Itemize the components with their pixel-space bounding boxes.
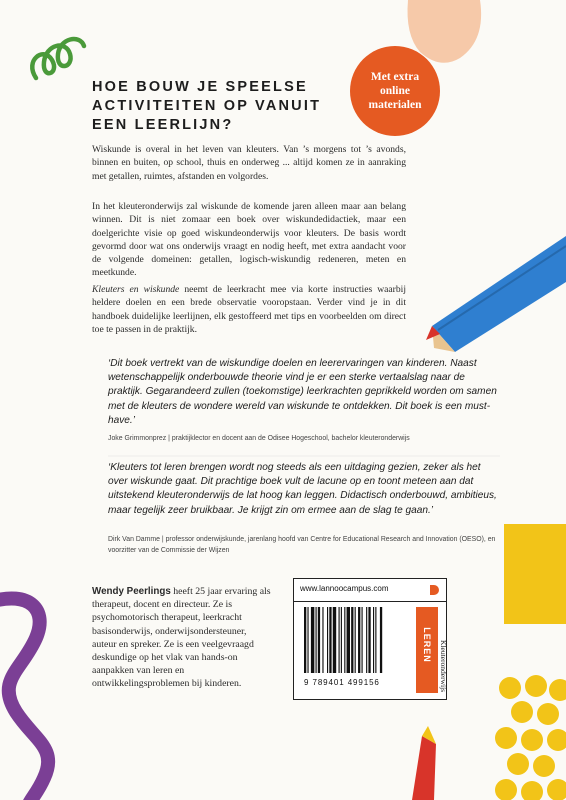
badge-line-1: Met extra [370, 71, 420, 83]
title-line-1: HOE BOUW JE SPEELSE [92, 79, 308, 95]
author-bio [92, 585, 272, 691]
barcode-bar [375, 607, 376, 673]
barcode-bar [380, 607, 382, 673]
back-cover-title [92, 78, 372, 135]
body-paragraph: In het kleuteronderwijs zal wiskunde de komende jaren alleen maar aan belang winnen. Dit is niet zomaar een boek over wiskundedidactiek, maar een doelgerichte visie op goed wiskundeonderwijs voor kleuters. De basis wordt gevormd door wat ons onderwijs vraagt en nodig heeft, met extra aandacht voor de volgende domeinen: getallen, logisch-wiskundig redeneren, meten en meetkunde. [92, 201, 406, 279]
barcode-bar [351, 607, 353, 673]
barcode-bar [311, 607, 314, 673]
author-bio-text: heeft 25 jaar ervaring als therapeut, docent en directeur. Ze is psychomotorisch therapeut, leerkracht basisonderwijs, onderwijsondersteuner, auteur en spreker. Ze is een veelgevraagd deskundige op het vlak van hands-on aanpakken van leren en ontwikkelingsproblemen bij kinderen. [92, 586, 271, 690]
isbn-number: 9 789401 499156 [304, 678, 380, 687]
barcode-bar [341, 607, 342, 673]
barcode-panel [293, 578, 447, 700]
endorsement-quote-2: ‘Kleuters tot leren brengen wordt nog steeds als een uitdaging gezien, zeker als het over wiskunde gaat. Dit prachtige boek vult de lacune op en toont meteen aan dat uitstekend kleuteronderwijs de lat hoog kan leggen. Didactisch onderbouwd, ambitieus, maar tegelijk zeer bruikbaar. Je krijgt zin om ermee aan de slag te gaan.’ [108, 462, 497, 516]
barcode-bar [327, 607, 328, 673]
title-line-2: ACTIVITEITEN OP VANUIT [92, 98, 322, 114]
barcode-bar [322, 607, 323, 673]
barcode-bar [318, 607, 320, 673]
intro-paragraph: Wiskunde is overal in het leven van kleuters. Van ’s morgens tot ’s avonds, binnen en buiten, op school, thuis en onderweg ... altijd komen ze in aanraking met getallen, ruimtes, afstanden en volgordes. [92, 144, 406, 182]
category-strip [416, 607, 438, 693]
book-paragraph-text: neemt de leerkracht mee via korte instructies waarbij heldere doelen en een brede observatie vooropstaan. Verder vind je in dit handboek duidelijke leerlijnen, elk gestoffeerd met tips en voorbeelden om direct toe te passen in de praktijk. [92, 284, 406, 335]
purple-wave [0, 598, 48, 800]
barcode-bar [333, 607, 336, 673]
badge-line-3: materialen [368, 99, 422, 111]
author-name: Wendy Peerlings [92, 586, 171, 597]
endorsement-attribution-2: Dirk Van Damme | professor onderwijskunde, jarenlang hoofd van Centre for Educational Research and Innovation (OESO), en voorzitter van de Commissie der Wijzen [108, 536, 496, 554]
barcode-bar [366, 607, 367, 673]
spine-category-label: Kleuteronderwijs [439, 640, 448, 693]
barcode-bar [368, 607, 370, 673]
barcode-bar [358, 607, 360, 673]
barcode-bar [355, 607, 356, 673]
publisher-url: www.lannoocampus.com [300, 584, 389, 593]
red-pencil-illustration [412, 726, 436, 800]
barcode [304, 607, 412, 673]
barcode-bar [344, 607, 345, 673]
barcode-bar [304, 607, 306, 673]
barcode-divider [294, 601, 446, 602]
endorsement-quote-1: ‘Dit boek vertrekt van de wiskundige doelen en leerervaringen van kinderen. Naast wetenschappelijk onderbouwde theorie vind je er een sterke vertaalslag naar de praktijk. Gegarandeerd zullen (toekomstige) leerkrachten geprikkeld worden om samen met de kleuters de wondere wereld van wiskunde te ontdekken. Dit boek is een must-have.’ [108, 358, 497, 426]
badge-line-2: online [379, 85, 411, 97]
title-line-3: EEN LEERLIJN? [92, 117, 234, 133]
barcode-bar [373, 607, 374, 673]
green-squiggle [32, 39, 84, 78]
yellow-stripe [504, 524, 566, 624]
yellow-dots [495, 675, 566, 800]
publisher-logo-icon [428, 584, 440, 596]
book-paragraph [92, 283, 406, 336]
barcode-bar [339, 607, 340, 673]
barcode-bar [329, 607, 331, 673]
barcode-bar [347, 607, 350, 673]
endorsement-attribution-1: Joke Grimmonprez | praktijklector en docent aan de Odisee Hogeschool, bachelor kleuteronderwijs [108, 435, 410, 442]
barcode-bar [362, 607, 363, 673]
barcode-bar [316, 607, 317, 673]
book-title-italic: Kleuters en wiskunde [92, 284, 180, 295]
pencil-illustration [426, 236, 566, 352]
barcode-bar [307, 607, 308, 673]
category-label: LEREN [422, 627, 432, 663]
online-materials-badge [350, 46, 440, 136]
